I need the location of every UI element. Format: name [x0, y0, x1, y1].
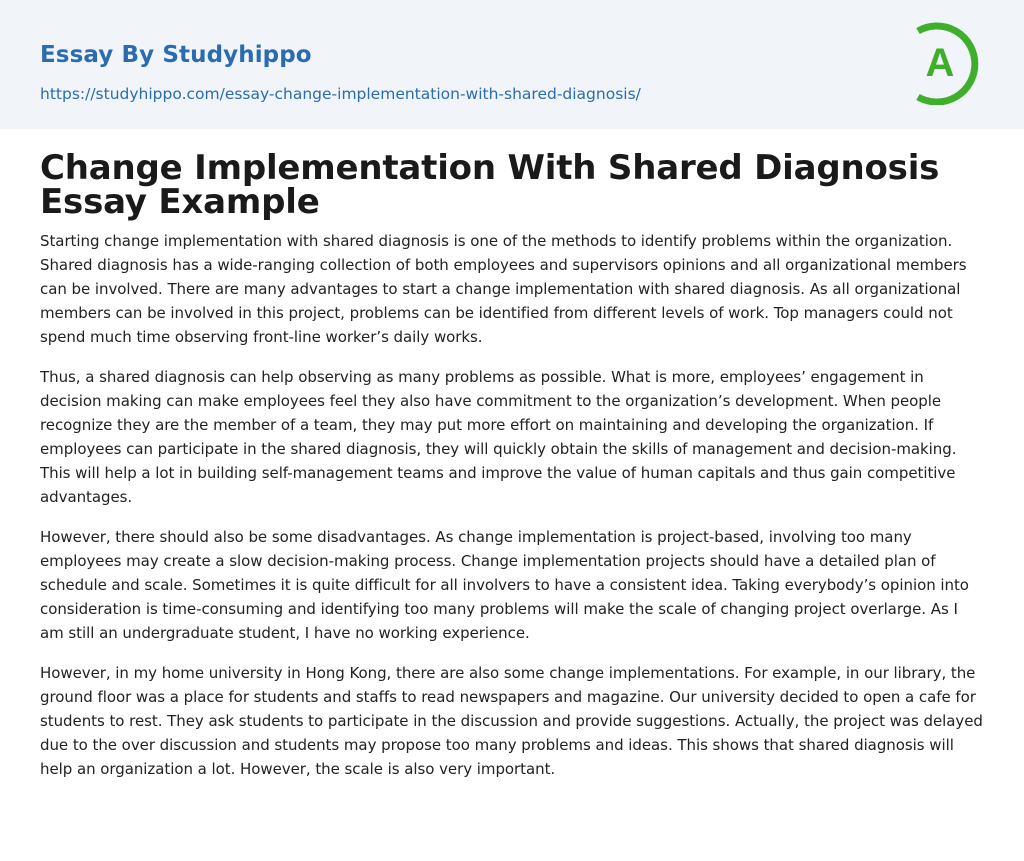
essay-paragraph: However, there should also be some disadvantages. As change implementation is project-based, involving too many employees may create a slow decision-making process. Change implementation projects should have a detailed plan of schedule and scale. Sometimes it is quite difficult for all involvers to have a consistent idea. Taking everybody’s opinion into consideration is time-consuming and identifying too many problems will make the scale of changing project overlarge. As I am still an undergraduate student, I have no working experience. — [40, 528, 969, 642]
page-title: Change Implementation With Shared Diagnosis Essay Example — [40, 148, 940, 222]
site-brand[interactable]: Essay By Studyhippo — [40, 42, 312, 68]
studyhippo-logo-icon[interactable] — [912, 19, 986, 105]
essay-content — [40, 229, 986, 797]
logo-letter: A — [925, 41, 955, 85]
site-header — [0, 0, 1024, 129]
essay-paragraph: However, in my home university in Hong Kong, there are also some change implementations. For example, in our library, the ground floor was a place for students and staffs to read newspapers and magazine. Our university decided to open a cafe for students to rest. They ask students to participate in the discussion and provide suggestions. Actually, the project was delayed due to the over discussion and students may propose too many problems and ideas. This shows that shared diagnosis will help an organization a lot. However, the scale is also very important. — [40, 664, 983, 778]
essay-paragraph: Starting change implementation with shared diagnosis is one of the methods to identify problems within the organization. Shared diagnosis has a wide-ranging collection of both employees and supervisors opinions and all organizational members can be involved. There are many advantages to start a change implementation with shared diagnosis. As all organizational members can be involved in this project, problems can be identified from different levels of work. Top managers could not spend much time observing front-line worker’s daily works. — [40, 232, 967, 346]
essay-paragraph: Thus, a shared diagnosis can help observing as many problems as possible. What is more, employees’ engagement in decision making can make employees feel they also have commitment to the organization’s development. When people recognize they are the member of a team, they may put more effort on maintaining and developing the organization. If employees can participate in the shared diagnosis, they will quickly obtain the skills of management and decision-making. This will help a lot in building self-management teams and improve the value of human capitals and thus gain competitive advantages. — [40, 368, 957, 506]
page-url-link[interactable]: https://studyhippo.com/essay-change-implementation-with-shared-diagnosis/ — [40, 85, 641, 103]
